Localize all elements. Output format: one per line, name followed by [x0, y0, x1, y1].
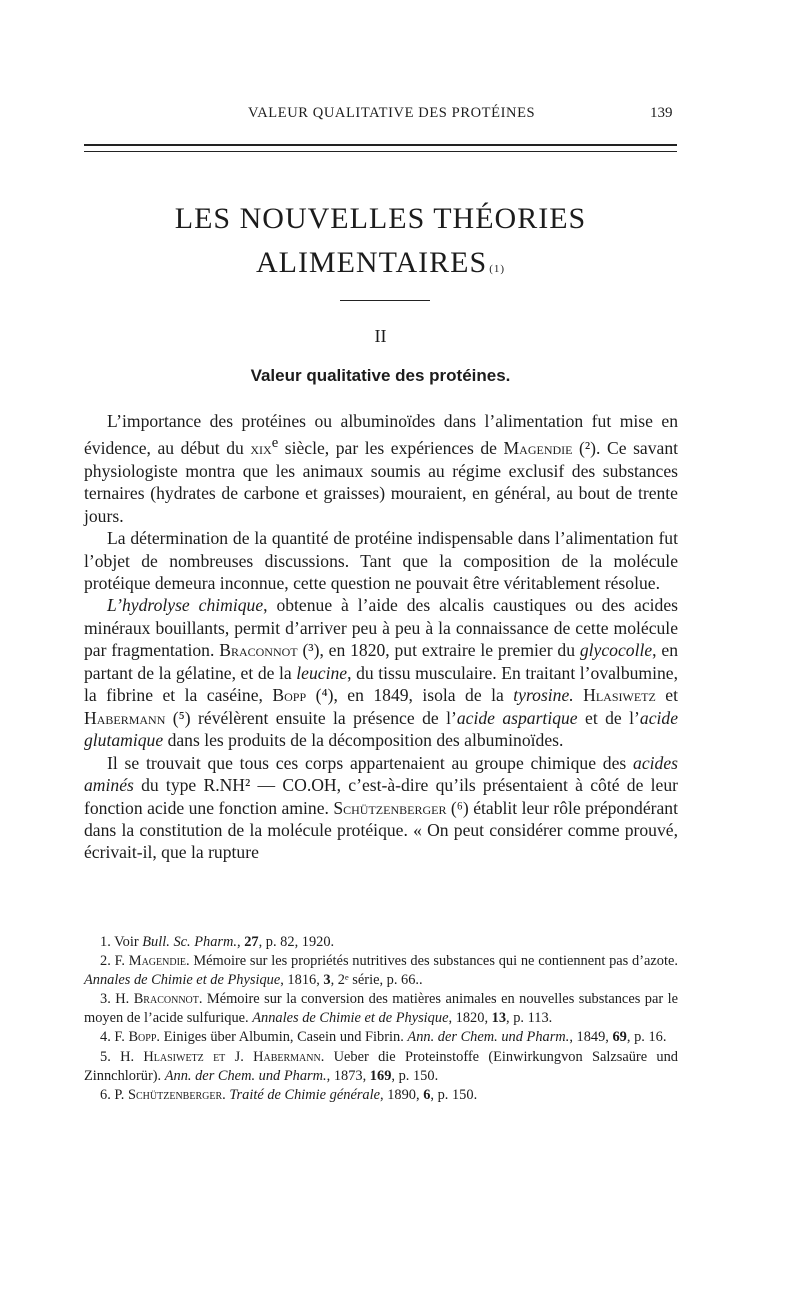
text-run: Ueber die Proteinstoffe (Einwirkungvon Salzsaüre und Zinnchlorür).: [84, 1048, 678, 1084]
title-divider: [340, 300, 430, 301]
italic-term: tyrosine.: [513, 685, 574, 706]
text-run: , en 1849, isola de la: [333, 685, 514, 706]
paragraph-4: [84, 752, 678, 864]
text-run: , 1890,: [380, 1086, 424, 1103]
text-run: siècle, par les expériences de: [278, 438, 504, 459]
page-number: 139: [650, 105, 673, 121]
author-name: Habermann: [84, 707, 166, 728]
text-run: ,: [237, 934, 245, 950]
footnote-5: [84, 1048, 678, 1086]
text-run: du type R.NH² — CO.OH, c’est-à-dire qu’ils présentaient à côté de leur fonction acide une fonction amine.: [84, 775, 678, 818]
italic-term: acide aspartique: [456, 707, 578, 728]
text-run: , du tissu musculaire. En traitant l’ovalbumine, la fibrine et la caséine,: [84, 662, 678, 706]
article-title-line2: [84, 240, 677, 286]
text-run: L’importance des protéines ou albuminoïdes dans l’alimentation fut mise en évidence, au début du: [84, 411, 678, 459]
author-name: H. Braconnot.: [110, 991, 203, 1008]
text-run: , p. 150.: [430, 1086, 478, 1103]
text-run: et: [655, 685, 678, 706]
text-run: , 1816,: [280, 972, 324, 989]
author-name: Hlasiwetz: [583, 685, 656, 706]
journal-title: Ann. der Chem. und Pharm.: [407, 1029, 570, 1046]
century-numeral: xix: [250, 438, 272, 459]
author-name: Magendie: [503, 438, 573, 459]
section-title: Valeur qualitative des protéines.: [250, 366, 511, 385]
text-run: , en 1820, put extraire le premier du: [319, 640, 580, 661]
running-title: VALEUR QUALITATIVE DES PROTÉINES: [248, 105, 536, 121]
footnote-number: 5.: [100, 1048, 111, 1065]
footnote-ref: (²): [579, 438, 597, 459]
text-run: dans les produits de la décomposition des albuminoïdes.: [163, 730, 564, 751]
text-run: Einiges über Albumin, Casein und Fibrin.: [159, 1029, 408, 1046]
text-run: et de l’: [577, 707, 640, 728]
century-suffix: e: [271, 435, 279, 452]
footnote-number: 4.: [100, 1029, 111, 1046]
text-run: , 1820,: [448, 1010, 492, 1027]
volume-number: 27: [244, 934, 259, 950]
author-name: F. Magendie.: [110, 953, 190, 970]
header-rule-top: [84, 144, 677, 146]
footnote-2: [84, 952, 678, 990]
volume-number: 169: [369, 1067, 392, 1084]
footnote-ref: (⁴): [315, 685, 334, 706]
text-run: , p. 150.: [391, 1067, 439, 1084]
text-run: établit leur rôle prépondérant dans la constitution de la molécule protéique. « On peut considérer comme prouvé, écrivait-il, que la rupture: [84, 797, 678, 863]
volume-number: 69: [612, 1029, 627, 1046]
text-run: révélèrent ensuite la présence de l’: [190, 707, 457, 728]
footnote-4: [84, 1028, 678, 1047]
italic-term: acide glutamique: [84, 707, 679, 751]
book-title: Traité de Chimie générale: [229, 1086, 381, 1103]
text-run: , 1849,: [569, 1029, 613, 1046]
footnote-1: [84, 933, 678, 952]
text-run: Voir: [110, 934, 143, 950]
author-name: Braconnot: [219, 640, 298, 661]
article-title-text: ALIMENTAIRES: [255, 246, 488, 279]
author-name: Schützenberger: [333, 797, 447, 818]
author-name: H. Hlasiwetz et J. Habermann.: [110, 1048, 325, 1065]
footnote-ref: (⁵): [172, 707, 191, 728]
italic-term: glycocolle: [579, 640, 653, 661]
text-run: , 1873,: [326, 1067, 370, 1084]
text-run: Il se trouvait que tous ces corps appartenaient au groupe chimique des: [107, 752, 634, 773]
journal-title: Bull. Sc. Pharm.: [142, 934, 237, 950]
author-name: P. Schützenberger.: [110, 1086, 226, 1103]
italic-term: L’hydrolyse chimique: [107, 595, 264, 616]
volume-number: 6: [423, 1086, 431, 1103]
footnote-ref: (³): [302, 640, 320, 661]
body-text: [84, 410, 678, 864]
volume-number: 3: [323, 972, 331, 989]
author-name: F. Bopp.: [110, 1029, 160, 1046]
journal-title: Ann. der Chem. und Pharm.: [164, 1067, 327, 1084]
footnote-number: 2.: [100, 953, 111, 970]
text-run: Mémoire sur la conversion des matières animales en nouvelles substances par le moyen de l’acide sulfurique.: [84, 991, 678, 1027]
text-run: , 2ᵉ série, p. 66..: [330, 972, 423, 989]
footnote-6: [84, 1086, 678, 1105]
text-run: , p. 113.: [506, 1010, 553, 1027]
text-run: , obtenue à l’aide des alcalis caustiques ou des acides minéraux bouillants, permit d’arriver peu à peu à la connaissance de cette molécule par fragmentation.: [84, 595, 678, 661]
footnote-number: 6.: [100, 1086, 111, 1103]
paragraph-1: [84, 410, 678, 527]
text-run: Mémoire sur les propriétés nutritives des substances qui ne contiennent pas d’azote.: [189, 953, 678, 970]
footnotes: [84, 933, 678, 1105]
text-run: . Ce savant physiologiste montra que les animaux soumis au régime exclusif des substances ternaires (hydrates de carbone et graisses) mouraient, en général, au bout de trente jours.: [84, 438, 679, 526]
title-footnote-ref: (1): [489, 263, 506, 275]
header-rule-bottom: [84, 151, 677, 152]
text-run: , p. 82, 1920.: [258, 934, 335, 950]
article-title-line1: LES NOUVELLES THÉORIES: [174, 202, 587, 235]
italic-term: leucine: [296, 662, 348, 683]
footnote-3: [84, 990, 678, 1028]
section-number: II: [374, 326, 387, 346]
footnote-ref: (⁶): [450, 797, 469, 818]
paragraph-2: La détermination de la quantité de protéine indispensable dans l’alimentation fut l’objet de nombreuses discussions. Tant que la composition de la molécule protéique demeura inconnue, cette question ne pouvait être véritablement résolue.: [84, 528, 678, 594]
footnote-number: 3.: [100, 991, 111, 1008]
journal-title: Annales de Chimie et de Physique: [84, 972, 281, 989]
text-run: , p. 16.: [626, 1029, 667, 1046]
text-run: , en partant de la gélatine, et de la: [84, 640, 678, 683]
paragraph-3: [84, 594, 678, 751]
author-name: Bopp: [272, 685, 307, 706]
volume-number: 13: [491, 1010, 507, 1027]
journal-title: Annales de Chimie et de Physique: [252, 1010, 449, 1027]
footnote-number: 1.: [100, 934, 111, 950]
italic-term: acides aminés: [84, 752, 678, 796]
